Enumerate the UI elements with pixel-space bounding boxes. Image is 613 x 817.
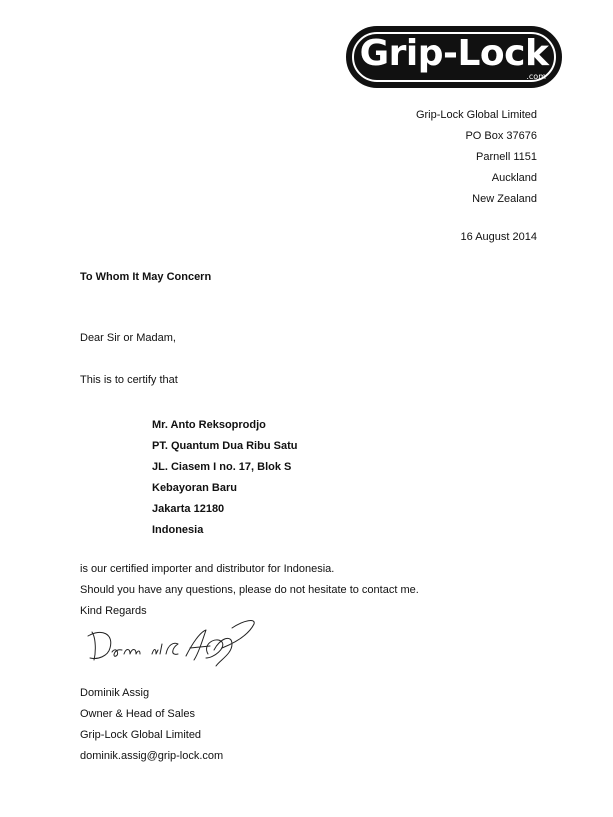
closing: Kind Regards <box>80 605 147 617</box>
recipient-street: JL. Ciasem I no. 17, Blok S <box>152 461 292 473</box>
recipient-name: Mr. Anto Reksoprodjo <box>152 419 266 431</box>
sender-company: Grip-Lock Global Limited <box>415 109 537 121</box>
signer-title: Owner & Head of Sales <box>80 708 195 720</box>
sender-po-box: PO Box 37676 <box>465 130 537 142</box>
letter-body <box>80 559 419 622</box>
logo-domain: .com <box>526 72 546 81</box>
signer-block <box>80 683 223 767</box>
logo-text: Grip-Lock <box>359 33 549 74</box>
sender-city: Auckland <box>491 172 537 184</box>
recipient-country: Indonesia <box>152 524 204 536</box>
handwritten-signature <box>82 614 262 674</box>
recipient-city: Jakarta 12180 <box>152 503 225 515</box>
recipient-block <box>152 415 297 541</box>
signer-name: Dominik Assig <box>80 687 150 699</box>
salutation: Dear Sir or Madam, <box>80 332 176 344</box>
sender-country: New Zealand <box>472 193 537 205</box>
intro-line: This is to certify that <box>80 374 178 386</box>
body-line-certified: is our certified importer and distributor for Indonesia. <box>80 563 335 575</box>
recipient-district: Kebayoran Baru <box>152 482 237 494</box>
sender-suburb: Parnell 1151 <box>476 151 537 163</box>
company-logo <box>346 26 562 88</box>
signer-email: dominik.assig@grip-lock.com <box>80 750 224 762</box>
sender-address <box>416 105 537 210</box>
signer-company: Grip-Lock Global Limited <box>80 729 202 741</box>
letter-date: 16 August 2014 <box>460 231 537 243</box>
body-line-questions: Should you have any questions, please do not hesitate to contact me. <box>80 584 419 596</box>
letter-subject: To Whom It May Concern <box>80 271 212 283</box>
recipient-company: PT. Quantum Dua Ribu Satu <box>152 440 298 452</box>
